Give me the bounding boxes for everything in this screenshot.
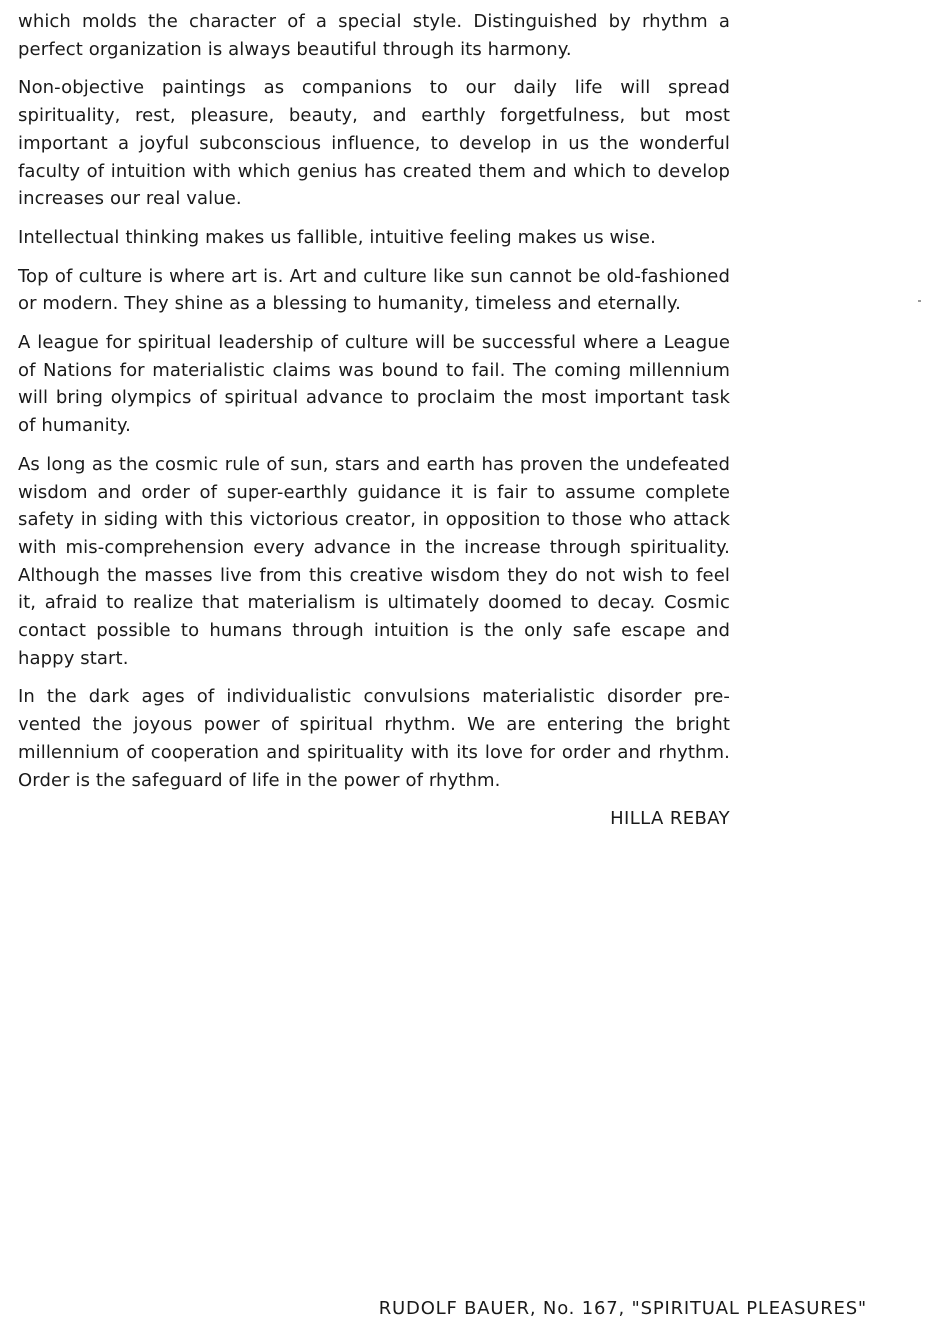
- paragraph-7: In the dark ages of individualistic convulsions materialistic disorder pre-vented the joyous power of spiritual rhythm. We are entering the bright millennium of cooperation and spirituality with its love for order and rhythm. Order is the safeguard of life in the power of rhythm.: [18, 686, 730, 791]
- paragraph-1: which molds the character of a special style. Distinguished by rhythm a perfect organization is always beautiful through its harmony.: [18, 11, 730, 60]
- paragraph-6: As long as the cosmic rule of sun, stars and earth has proven the undefeated wisdom and order of super-earthly guidance it is fair to assume complete safety in siding with this victorious creator, in opposition to those who attack with mis-comprehension every advance in the increase through spirituality. Although the masses live from this creative wisdom they do not wish to feel it, afraid to realize that materialism is ultimately doomed to decay. Cosmic contact possible to humans through intuition is the only safe escape and happy start.: [18, 453, 730, 669]
- artwork-caption: RUDOLF BAUER, No. 167, "SPIRITUAL PLEASURES": [378, 1298, 867, 1319]
- paragraph-2: Non-objective paintings as companions to our daily life will spread spirituality, rest, pleasure, beauty, and earthly forgetfulness, but most important a joyful subconscious influence, to develop in us the wonderful faculty of intuition with which genius has created them and which to develop increases our real value.: [18, 77, 730, 210]
- essay-text: [18, 8, 730, 833]
- paragraph-3: Intellectual thinking makes us fallible, intuitive feeling makes us wise.: [18, 226, 656, 248]
- author-signature: HILLA REBAY: [610, 808, 730, 830]
- scan-mark: [918, 300, 921, 302]
- paragraph-5: A league for spiritual leadership of culture will be successful where a League of Nations for materialistic claims was bound to fail. The coming millennium will bring olympics of spiritual advance to proclaim the most important task of humanity.: [18, 332, 730, 437]
- paragraph-4: Top of culture is where art is. Art and culture like sun cannot be old-fashioned or modern. They shine as a blessing to humanity, timeless and eternally.: [18, 265, 730, 315]
